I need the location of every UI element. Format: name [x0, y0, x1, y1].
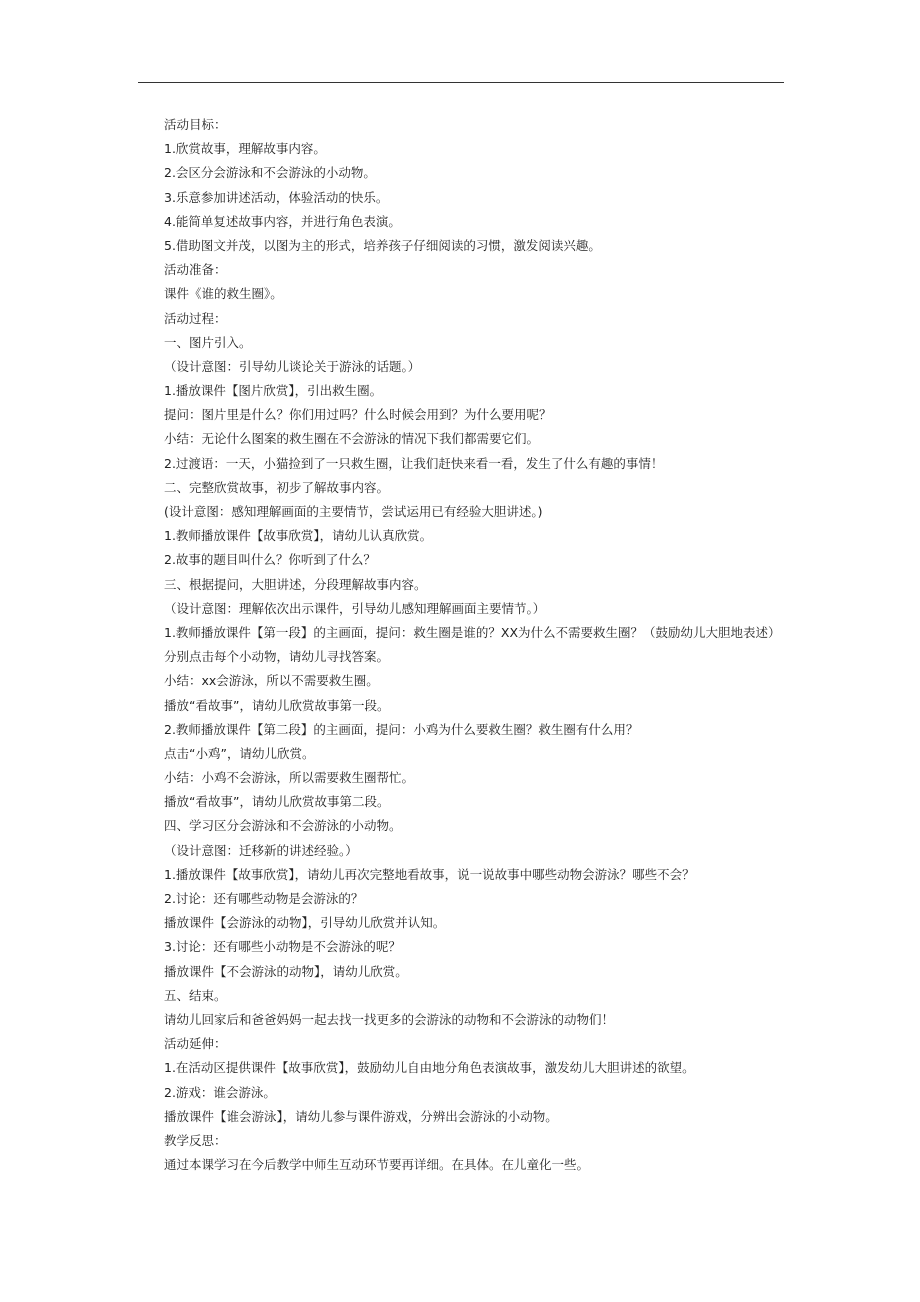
section-heading-reflection: 教学反思：	[164, 1132, 227, 1148]
paragraph: 1.教师播放课件【故事欣赏】，请幼儿认真欣赏。	[164, 528, 433, 544]
paragraph: 小结：无论什么图案的救生圈在不会游泳的情况下我们都需要它们。	[164, 431, 540, 447]
goal-item: 5.借助图文并茂，以图为主的形式，培养孩子仔细阅读的习惯，激发阅读兴趣。	[164, 237, 601, 253]
paragraph: 2.讨论：还有哪些动物是会游泳的？	[164, 891, 364, 906]
reflection-text: 通过本课学习在今后教学中师生互动环节要再详细。在具体。在儿童化一些。	[164, 1157, 590, 1173]
design-intent: (设计意图：感知理解画面的主要情节，尝试运用已有经验大胆讲述。)	[164, 504, 543, 519]
paragraph: 2.过渡语：一天，小猫捡到了一只救生圈，让我们赶快来看一看，发生了什么有趣的事情！	[164, 455, 664, 471]
goal-item: 3.乐意参加讲述活动，体验活动的快乐。	[164, 189, 389, 205]
step-heading: 五、结束。	[164, 987, 227, 1003]
design-intent: （设计意图：引导幼儿谈论关于游泳的话题。）	[164, 358, 421, 374]
paragraph: 小结：xx会游泳，所以不需要救生圈。	[164, 673, 379, 689]
paragraph: 小结：小鸡不会游泳，所以需要救生圈帮忙。	[164, 770, 415, 786]
paragraph: 提问：图片里是什么？你们用过吗？什么时候会用到？为什么要用呢？	[164, 407, 552, 423]
preparation-text: 课件《谁的救生圈》。	[164, 286, 283, 302]
step-heading: 二、完整欣赏故事，初步了解故事内容。	[164, 479, 390, 495]
section-heading-extension: 活动延伸：	[164, 1036, 227, 1052]
step-heading: 三、根据提问，大胆讲述，分段理解故事内容。	[164, 576, 427, 592]
paragraph: 播放课件【不会游泳的动物】，请幼儿欣赏。	[164, 963, 408, 979]
paragraph: 3.讨论：还有哪些小动物是不会游泳的呢？	[164, 939, 401, 955]
section-heading-process: 活动过程：	[164, 310, 227, 326]
step-heading: 四、学习区分会游泳和不会游泳的小动物。	[164, 818, 402, 834]
paragraph: 2.故事的题目叫什么？你听到了什么？	[164, 552, 376, 568]
paragraph: 1.播放课件【图片欣赏】，引出救生圈。	[164, 383, 383, 399]
goal-item: 2.会区分会游泳和不会游泳的小动物。	[164, 165, 376, 181]
paragraph: 播放课件【谁会游泳】，请幼儿参与课件游戏，分辨出会游泳的小动物。	[164, 1108, 558, 1124]
design-intent: （设计意图：迁移新的讲述经验。）	[164, 842, 358, 858]
paragraph: 播放课件【会游泳的动物】，引导幼儿欣赏并认知。	[164, 915, 446, 931]
paragraph: 1.在活动区提供课件【故事欣赏】，鼓励幼儿自由地分角色表演故事，激发幼儿大胆讲述的欲望。	[164, 1060, 695, 1076]
section-heading-goals: 活动目标：	[164, 117, 227, 132]
paragraph: 1.教师播放课件【第一段】的主画面，提问：救生圈是谁的？XX为什么不需要救生圈？（鼓励幼儿大胆地表述）	[164, 624, 781, 640]
paragraph: 分别点击每个小动物，请幼儿寻找答案。	[164, 649, 390, 665]
paragraph: 点击“小鸡”，请幼儿欣赏。	[164, 745, 315, 761]
paragraph: 2.游戏：谁会游泳。	[164, 1084, 276, 1100]
step-heading: 一、图片引入。	[164, 334, 252, 350]
document-body	[164, 113, 804, 1177]
paragraph: 请幼儿回家后和爸爸妈妈一起去找一找更多的会游泳的动物和不会游泳的动物们！	[164, 1011, 615, 1027]
design-intent: （设计意图：理解依次出示课件，引导幼儿感知理解画面主要情节。）	[164, 600, 546, 616]
paragraph: 播放“看故事”，请幼儿欣赏故事第一段。	[164, 697, 390, 713]
goal-item: 1.欣赏故事，理解故事内容。	[164, 141, 326, 157]
paragraph: 1.播放课件【故事欣赏】，请幼儿再次完整地看故事，说一说故事中哪些动物会游泳？哪些不会？	[164, 866, 695, 882]
goal-item: 4.能简单复述故事内容，并进行角色表演。	[164, 213, 401, 229]
paragraph: 播放“看故事”，请幼儿欣赏故事第二段。	[164, 794, 390, 810]
header-rule	[138, 82, 784, 83]
section-heading-preparation: 活动准备：	[164, 262, 227, 278]
paragraph: 2.教师播放课件【第二段】的主画面，提问：小鸡为什么要救生圈？救生圈有什么用？	[164, 721, 639, 737]
